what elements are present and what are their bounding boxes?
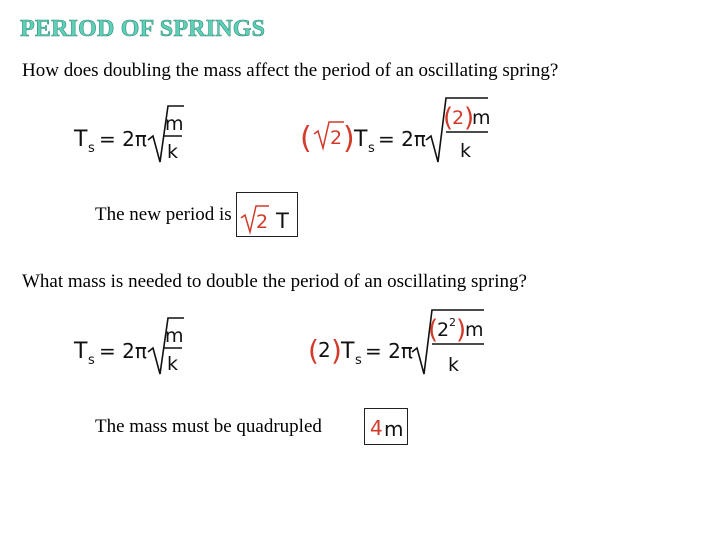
- math-k: k: [460, 140, 472, 162]
- math-two: 2: [330, 127, 343, 149]
- math-paren-open: (: [300, 121, 312, 156]
- math-k: k: [167, 141, 179, 163]
- math-paren-open: (: [428, 315, 439, 345]
- math-m: m: [165, 113, 184, 135]
- math-m: m: [384, 417, 404, 441]
- math-paren-open: (: [443, 103, 454, 133]
- answer-mass-quadrupled: The mass must be quadrupled: [95, 416, 322, 437]
- math-2pi: = 2π: [99, 127, 147, 151]
- math-m: m: [472, 107, 491, 129]
- math-sub-s: s: [368, 141, 375, 156]
- math-m: m: [165, 325, 184, 347]
- math-sub-s: s: [88, 141, 95, 156]
- math-two: 2: [256, 211, 269, 233]
- answer-box-4m: [364, 408, 408, 446]
- slide-title: PERIOD OF SPRINGS: [20, 16, 266, 42]
- period-formula-2: [72, 312, 192, 382]
- math-paren-close: ): [343, 121, 355, 156]
- math-paren-close: ): [331, 334, 342, 367]
- math-two: 2: [452, 107, 465, 129]
- math-2pi: = 2π: [378, 127, 426, 151]
- question-doubling-mass: How does doubling the mass affect the period of an oscillating spring?: [22, 60, 559, 81]
- math-paren-close: ): [464, 103, 475, 133]
- answer-box-sqrt2-T: [236, 192, 298, 238]
- math-sub-s: s: [355, 353, 362, 368]
- math-T: T: [74, 339, 88, 364]
- math-k: k: [167, 353, 179, 375]
- math-2pi: = 2π: [365, 339, 413, 363]
- question-double-period: What mass is needed to double the period of an oscillating spring?: [22, 271, 527, 292]
- period-formula-doubled-mass: [300, 94, 500, 170]
- math-2pi: = 2π: [99, 339, 147, 363]
- math-two: 2: [318, 338, 331, 362]
- math-sub-s: s: [88, 353, 95, 368]
- math-paren-open: (: [308, 334, 319, 367]
- math-T: T: [276, 209, 289, 233]
- math-T: T: [341, 339, 355, 364]
- period-formula-doubled-period: [308, 306, 498, 382]
- math-k: k: [448, 354, 460, 376]
- math-exponent-two: 2: [449, 316, 456, 329]
- math-paren-close: ): [456, 315, 467, 345]
- math-two: 2: [437, 319, 450, 341]
- math-T: T: [354, 127, 368, 152]
- answer-new-period: The new period is: [95, 204, 232, 225]
- math-four: 4: [370, 416, 383, 440]
- math-m: m: [465, 319, 484, 341]
- period-formula-1: [72, 100, 192, 170]
- math-T: T: [74, 127, 88, 152]
